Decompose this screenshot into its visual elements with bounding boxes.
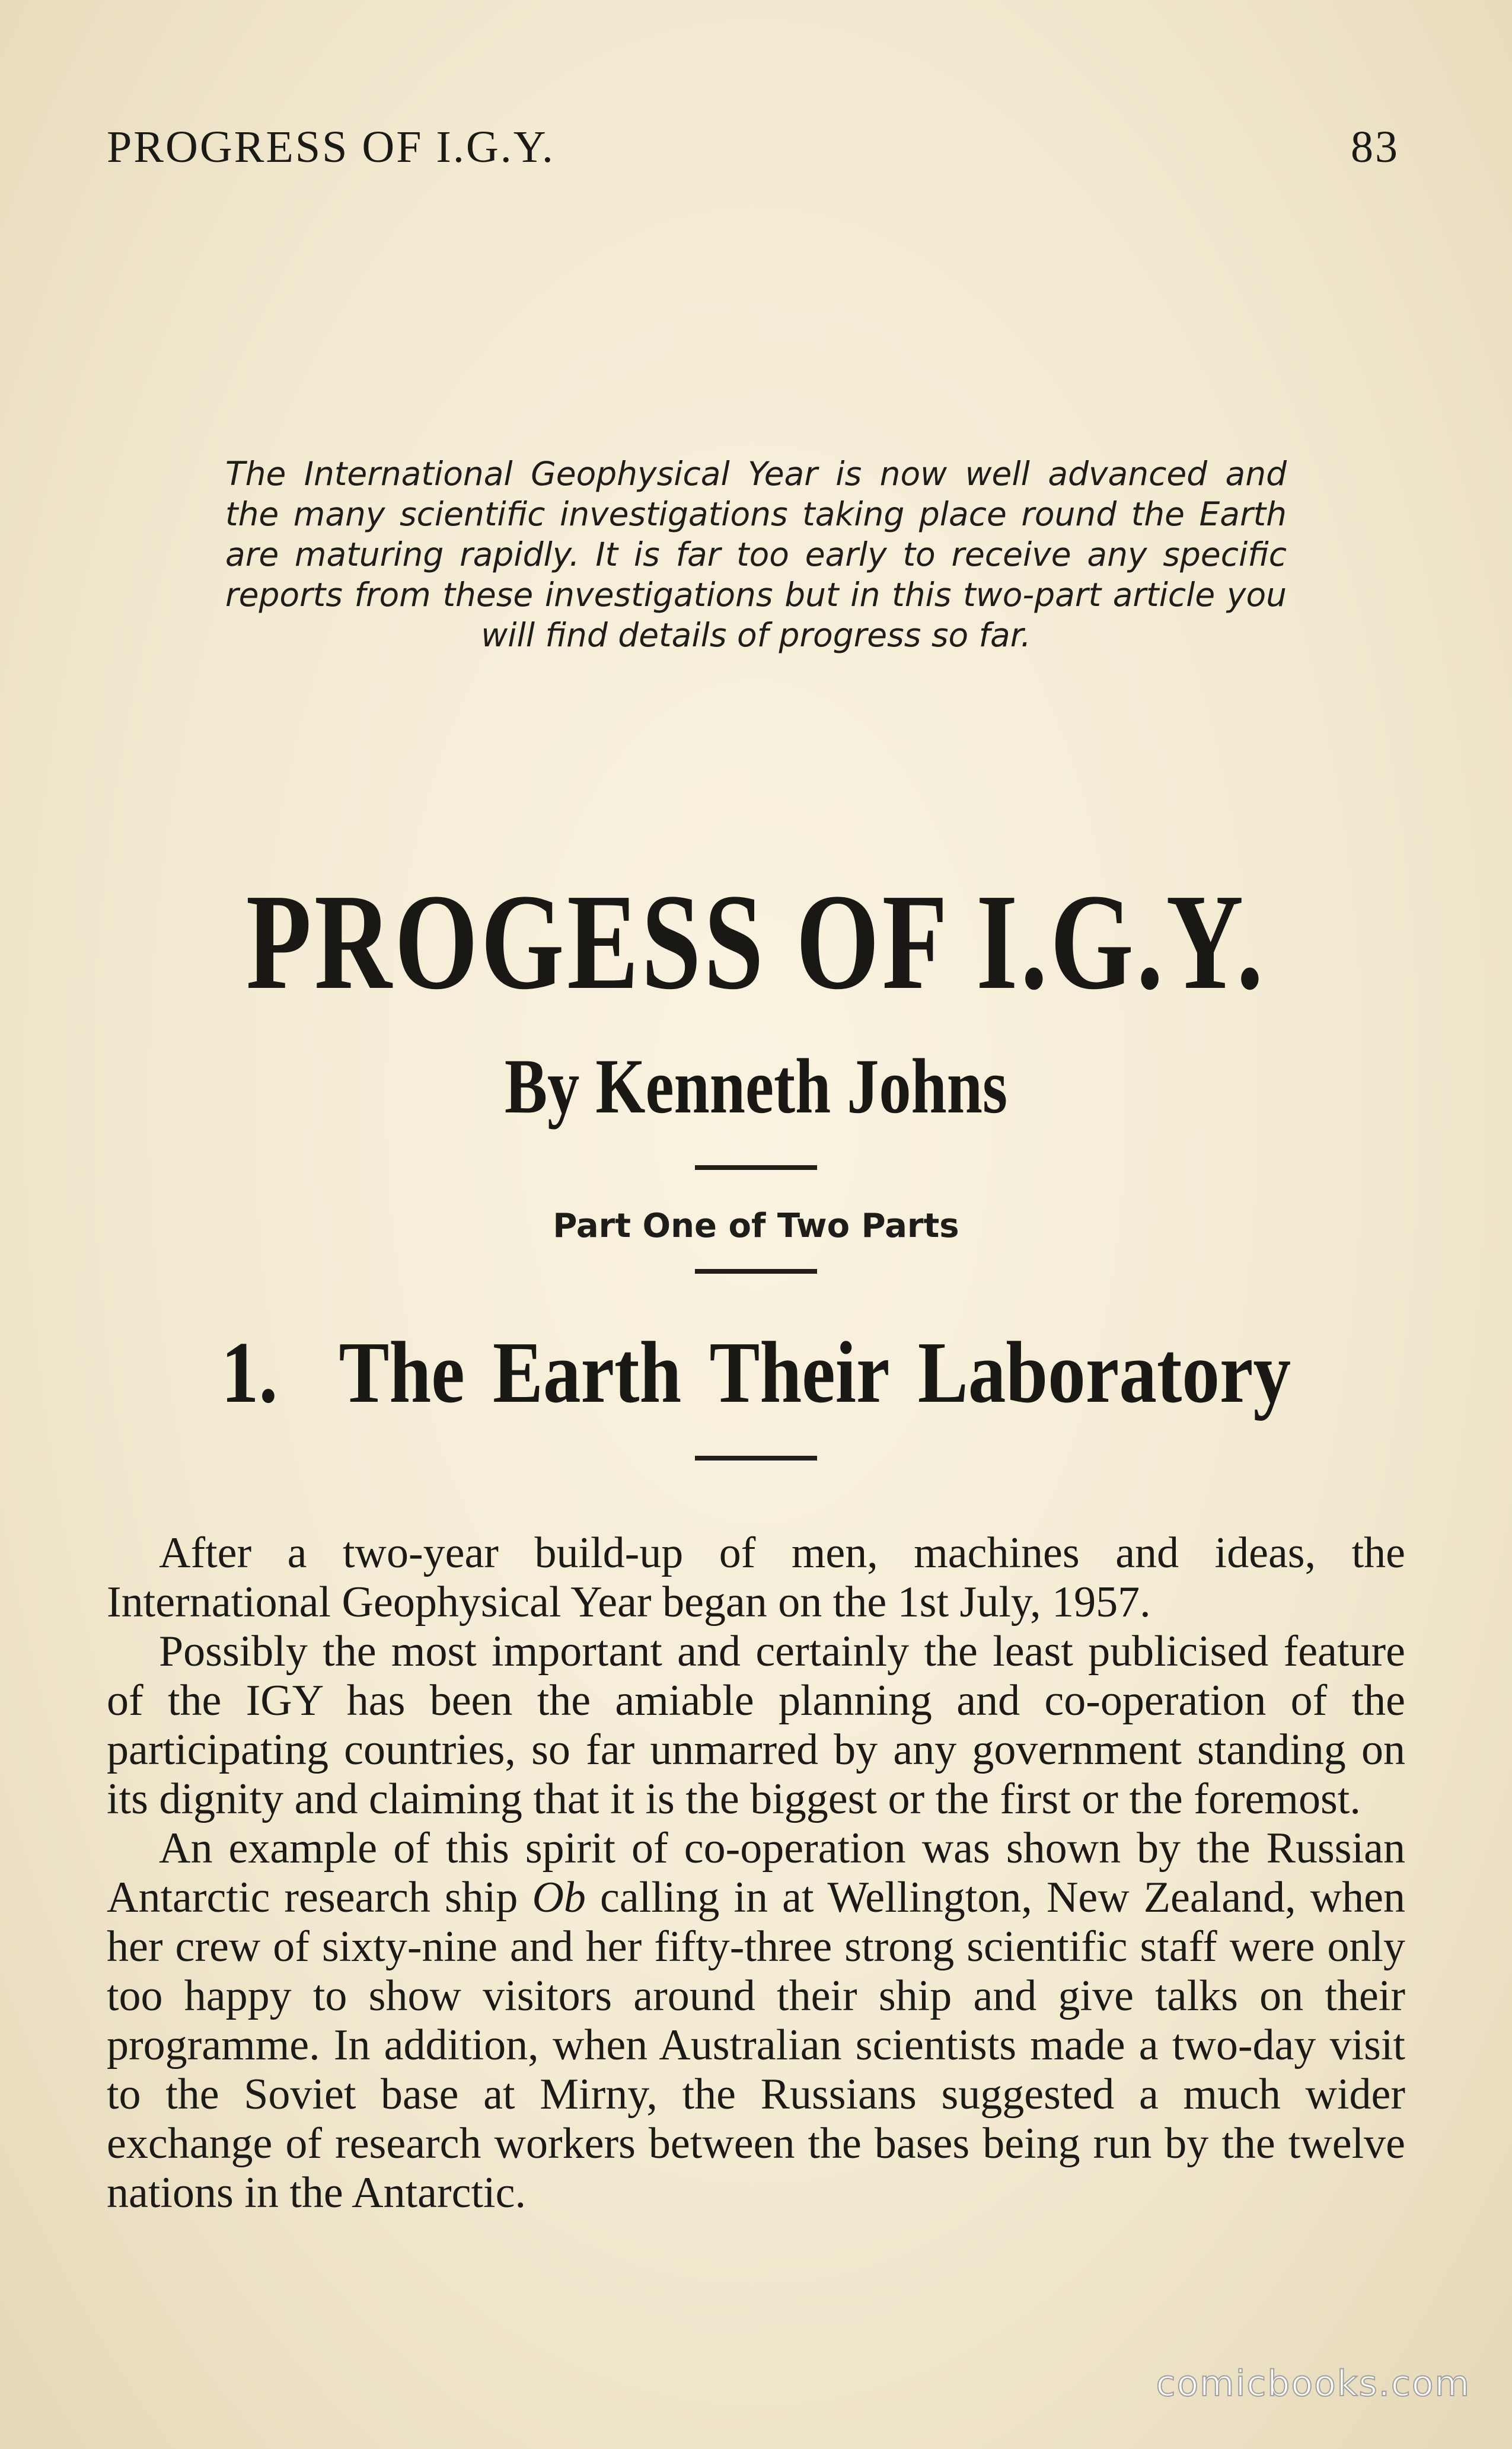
paragraph: After a two-year build-up of men, machines and ideas, the International Geophysical Year began on the 1st July, 1957. bbox=[107, 1529, 1405, 1627]
section-title-word: Their bbox=[709, 1324, 890, 1421]
section-title-word: The bbox=[339, 1324, 465, 1421]
divider-rule bbox=[695, 1456, 817, 1461]
paragraph bbox=[107, 1824, 1405, 2218]
article-body bbox=[107, 1529, 1405, 2218]
paragraph: Possibly the most important and certainly the least publicised feature of the IGY has been the amiable planning and co-operation of the participating countries, so far unmarred by any government standing on its dignity and claiming that it is the biggest or the first or the foremost. bbox=[107, 1627, 1405, 1823]
paragraph-text: calling in at Wellington, New Zealand, when her crew of sixty-nine and her fifty-three strong scientific staff were only too happy to show visitors around their ship and give talks on their programme. In addition, when Australian scientists made a two-day visit to the Soviet base at Mirny, the Russians suggested a much wider exchange of research workers between the bases being run by the twelve nations in the Antarctic. bbox=[107, 1873, 1405, 2217]
section-number: 1. bbox=[221, 1324, 278, 1421]
watermark: comicbooks.com bbox=[1156, 2363, 1470, 2405]
article-title: PROGESS OF I.G.Y. bbox=[245, 866, 1267, 1018]
article-byline: By Kenneth Johns bbox=[504, 1042, 1008, 1130]
running-header bbox=[107, 122, 1399, 172]
intro-blurb: The International Geophysical Year is now well advanced and the many scientific investigations taking place round the Earth are maturing rapidly. It is far too early to receive any specific reports from these investigations but in this two-part article you will find details of progress so far. bbox=[225, 455, 1287, 654]
page-number: 83 bbox=[1351, 122, 1399, 172]
part-label: Part One of Two Parts bbox=[553, 1207, 959, 1245]
ship-name: Ob bbox=[532, 1873, 586, 1922]
divider-rule bbox=[695, 1269, 817, 1274]
section-heading bbox=[106, 1322, 1406, 1423]
section-title-word: Earth bbox=[493, 1324, 682, 1421]
section-title-word: Laboratory bbox=[917, 1324, 1291, 1421]
paragraph-text: An example of this spirit of co-operation was shown by the Russian Antarctic research ship bbox=[107, 1824, 1405, 1922]
divider-rule bbox=[695, 1165, 817, 1170]
running-title: PROGRESS OF I.G.Y. bbox=[107, 122, 555, 172]
